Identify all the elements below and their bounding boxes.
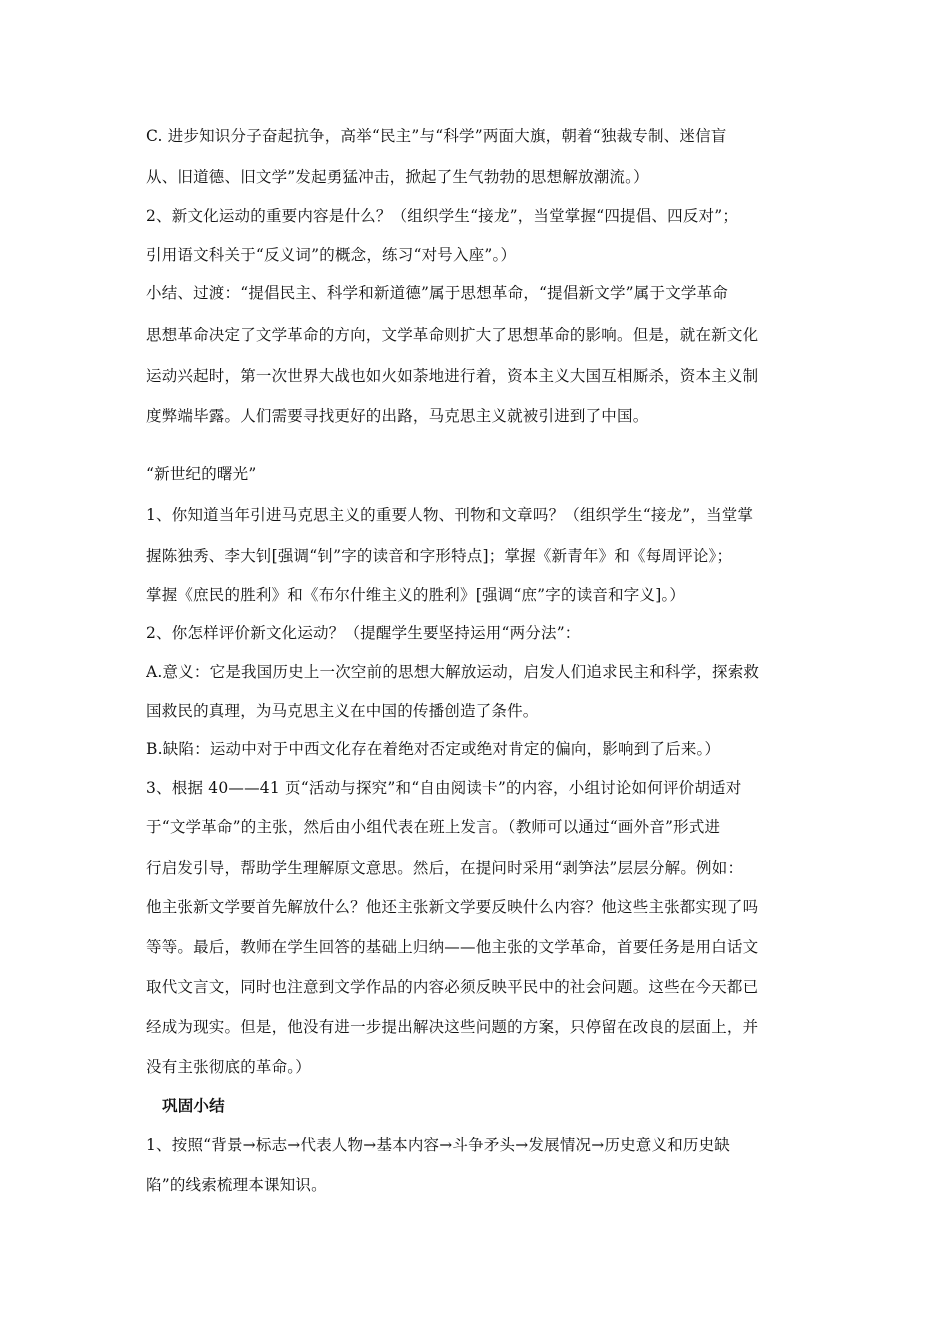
text-line: C. 进步知识分子奋起抗争，高举“民主”与“科学”两面大旗，朝着“独裁专制、迷信盲 [146,127,727,145]
text-line: 经成为现实。但是，他没有进一步提出解决这些问题的方案，只停留在改良的层面上，并 [146,1018,759,1036]
list-item-question-1: 1、你知道当年引进马克思主义的重要人物、刊物和文章吗？（组织学生“接龙”，当堂掌 [146,506,754,524]
text-line: 思想革命决定了文学革命的方向，文学革命则扩大了思想革命的影响。但是，就在新文化 [146,326,759,344]
list-item-question-2: 2、你怎样评价新文化运动？（提醒学生要坚持运用“两分法”： [146,624,581,642]
point-b-flaw: B.缺陷：运动中对于中西文化存在着绝对否定或绝对肯定的偏向，影响到了后来。） [146,740,721,758]
summary-transition: 小结、过渡：“提倡民主、科学和新道德”属于思想革命，“提倡新文学”属于文学革命 [146,284,728,302]
text-line: 取代文言文，同时也注意到文学作品的内容必须反映平民中的社会问题。这些在今天都已 [146,978,759,996]
point-a-significance: A.意义：它是我国历史上一次空前的思想大解放运动，启发人们追求民主和科学，探索救 [146,663,760,681]
list-item-review-1: 1、按照“背景→标志→代表人物→基本内容→斗争矛头→发展情况→历史意义和历史缺 [146,1136,731,1154]
text-line: 度弊端毕露。人们需要寻找更好的出路，马克思主义就被引进到了中国。 [146,407,649,425]
text-line: 于“文学革命”的主张，然后由小组代表在班上发言。（教师可以通过“画外音”形式进 [146,818,721,836]
section-title: “新世纪的曙光” [146,465,257,483]
section-heading-consolidation: 巩固小结 [162,1097,225,1115]
text-line: 没有主张彻底的革命。） [146,1058,311,1076]
text-line: 从、旧道德、旧文学”发起勇猛冲击，掀起了生气勃勃的思想解放潮流。） [146,168,649,186]
text-line: 掌握《庶民的胜利》和《布尔什维主义的胜利》[强调“庶”字的读音和字义]。） [146,586,686,604]
text-line: 等等。最后，教师在学生回答的基础上归纳——他主张的文学革命，首要任务是用白话文 [146,938,759,956]
text-line: 陷”的线索梳理本课知识。 [146,1176,327,1194]
text-line: 他主张新文学要首先解放什么？他还主张新文学要反映什么内容？他这些主张都实现了吗 [146,898,759,916]
text-line: 行启发引导，帮助学生理解原文意思。然后，在提问时采用“剥笋法”层层分解。例如： [146,859,744,877]
text-line: 引用语文科关于“反义词”的概念，练习“对号入座”。） [146,246,517,264]
list-item-question-3: 3、根据 40——41 页“活动与探究”和“自由阅读卡”的内容，小组讨论如何评价胡适对 [146,779,742,797]
text-line: 握陈独秀、李大钊[强调“钊”字的读音和字形特点]；掌握《新青年》和《每周评论》； [146,547,733,565]
list-item-question-2: 2、新文化运动的重要内容是什么？（组织学生“接龙”，当堂掌握“四提倡、四反对”； [146,207,739,225]
text-line: 国救民的真理，为马克思主义在中国的传播创造了条件。 [146,702,539,720]
text-line: 运动兴起时，第一次世界大战也如火如荼地进行着，资本主义大国互相厮杀，资本主义制 [146,367,759,385]
